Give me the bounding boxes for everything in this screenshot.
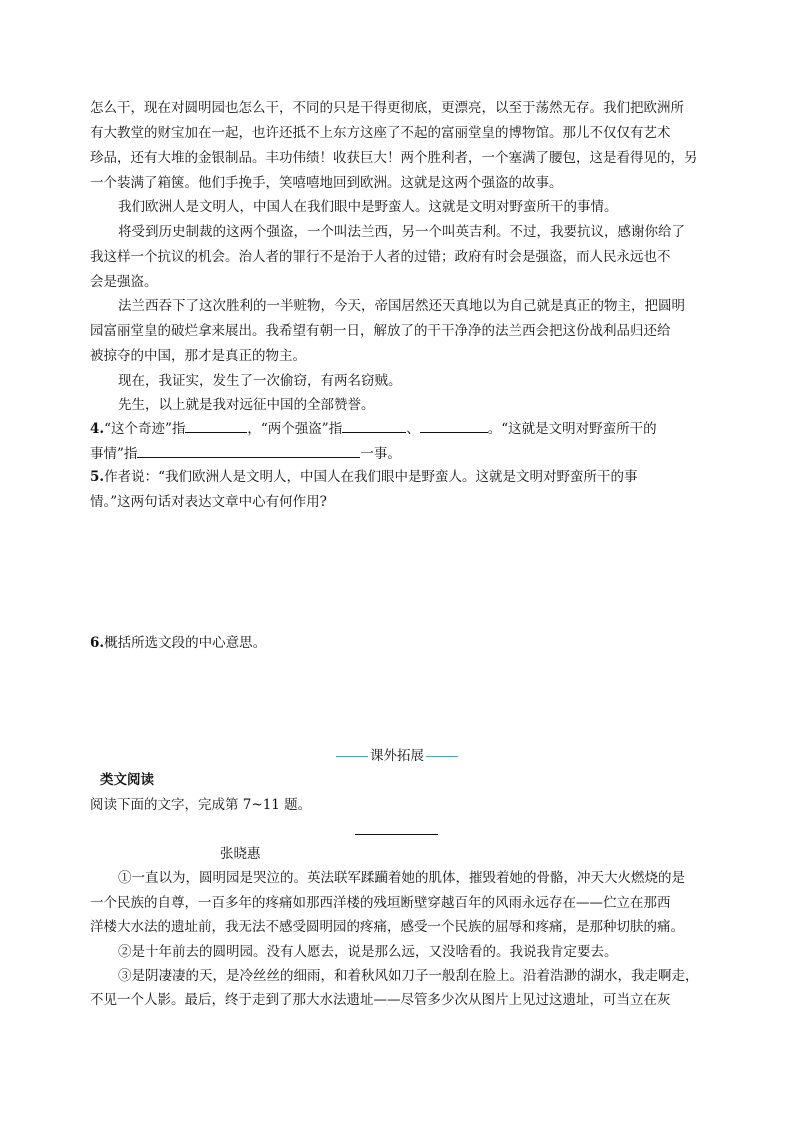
passage-line: 怎么干，现在对圆明园也怎么干，不同的只是干得更彻底，更漂亮，以至于荡然无存。我们把欧洲所 (90, 100, 684, 116)
passage-line: 有大教堂的财宝加在一起，也许还抵不上东方这座了不起的富丽堂皇的博物馆。那儿不仅仅有艺术 (90, 125, 671, 141)
decorative-line (426, 756, 458, 757)
instruction: 阅读下面的文字，完成第 7~11 题。 (90, 797, 312, 813)
article-paragraph-line: 洋楼大水法的遗址前，我无法不感受圆明园的疼痛，感受一个民族的屈辱和疼痛，是那种切肤的痛。 (90, 919, 684, 935)
answer-blank[interactable] (137, 444, 360, 458)
article-paragraph-line: 一个民族的自尊，一百多年的疼痛如那西洋楼的残垣断壁穿越百年的风雨永远存在——伫立在那西 (90, 895, 671, 911)
question-number: 6. (90, 635, 105, 651)
answer-blank[interactable] (420, 419, 488, 433)
passage-paragraph-line: 将受到历史制裁的这两个强盗，一个叫法兰西，另一个叫英吉利。不过，我要抗议，感谢你给了 (118, 224, 685, 240)
question-number: 4. (90, 421, 105, 437)
answer-blank[interactable] (185, 419, 247, 433)
question-4-line-2: 事情”指 一事。 (90, 446, 401, 462)
passage-paragraph-line: 现在，我证实，发生了一次偷窃，有两名窃贼。 (118, 373, 402, 389)
question-6: 6.概括所选文段的中心意思。 (90, 635, 267, 651)
passage-paragraph-line: 法兰西吞下了这次胜利的一半赃物，今天，帝国居然还天真地以为自己就是真正的物主，把圆明 (118, 298, 685, 314)
passage-line: 珍品，还有大堆的金银制品。丰功伟绩！收获巨大！两个胜利者，一个塞满了腰包，这是看得见的，另 (90, 150, 698, 166)
passage-paragraph-line: 园富丽堂皇的破烂拿来展出。我希望有朝一日，解放了的干干净净的法兰西会把这份战利品归还给 (90, 323, 671, 339)
passage-paragraph-line: 会是强盗。 (90, 274, 158, 290)
subsection-title: 类文阅读 (100, 772, 154, 788)
article-paragraph-line: ②是十年前去的圆明园。没有人愿去，说是那么远，又没啥看的。我说我肯定要去。 (118, 944, 618, 960)
author-name: 张晓惠 (220, 846, 261, 862)
question-5-line-1: 5.作者说：“我们欧洲人是文明人，中国人在我们眼中是野蛮人。这就是文明对野蛮所干的事 (90, 469, 638, 485)
passage-line: 一个装满了箱箧。他们手挽手，笑嘻嘻地回到欧洲。这就是这两个强盗的故事。 (90, 175, 563, 191)
article-paragraph-line: 不见一个人影。最后，终于走到了那大水法遗址——尽管多少次从图片上见过这遗址，可当立在灰 (90, 992, 671, 1008)
question-4-line-1: 4.“这个奇迹”指 ，“两个强盗”指 、 。“这就是文明对野蛮所干的 (90, 421, 657, 437)
article-paragraph-line: ③是阴凄凄的天，是冷丝丝的细雨，和着秋风如刀子一般刮在脸上。沿着浩渺的湖水，我走啊走， (118, 968, 699, 984)
passage-paragraph-line: 我们欧洲人是文明人，中国人在我们眼中是野蛮人。这就是文明对野蛮所干的事情。 (118, 199, 618, 215)
article-title-blank (355, 834, 438, 835)
question-number: 5. (90, 469, 105, 485)
section-title: 课外拓展 (0, 747, 794, 765)
passage-paragraph-line: 先生，以上就是我对远征中国的全部赞誉。 (118, 397, 375, 413)
answer-blank[interactable] (342, 419, 406, 433)
passage-paragraph-line: 被掠夺的中国，那才是真正的物主。 (90, 348, 306, 364)
article-paragraph-line: ①一直以为，圆明园是哭泣的。英法联军蹂躏着她的肌体，摧毁着她的骨骼，冲天大火燃烧的是 (118, 870, 685, 886)
question-5-line-2: 情。”这两句话对表达文章中心有何作用? (90, 494, 327, 510)
passage-paragraph-line: 我这样一个抗议的机会。治人者的罪行不是治于人者的过错；政府有时会是强盗，而人民永远也不 (90, 249, 671, 265)
decorative-line (336, 756, 368, 757)
